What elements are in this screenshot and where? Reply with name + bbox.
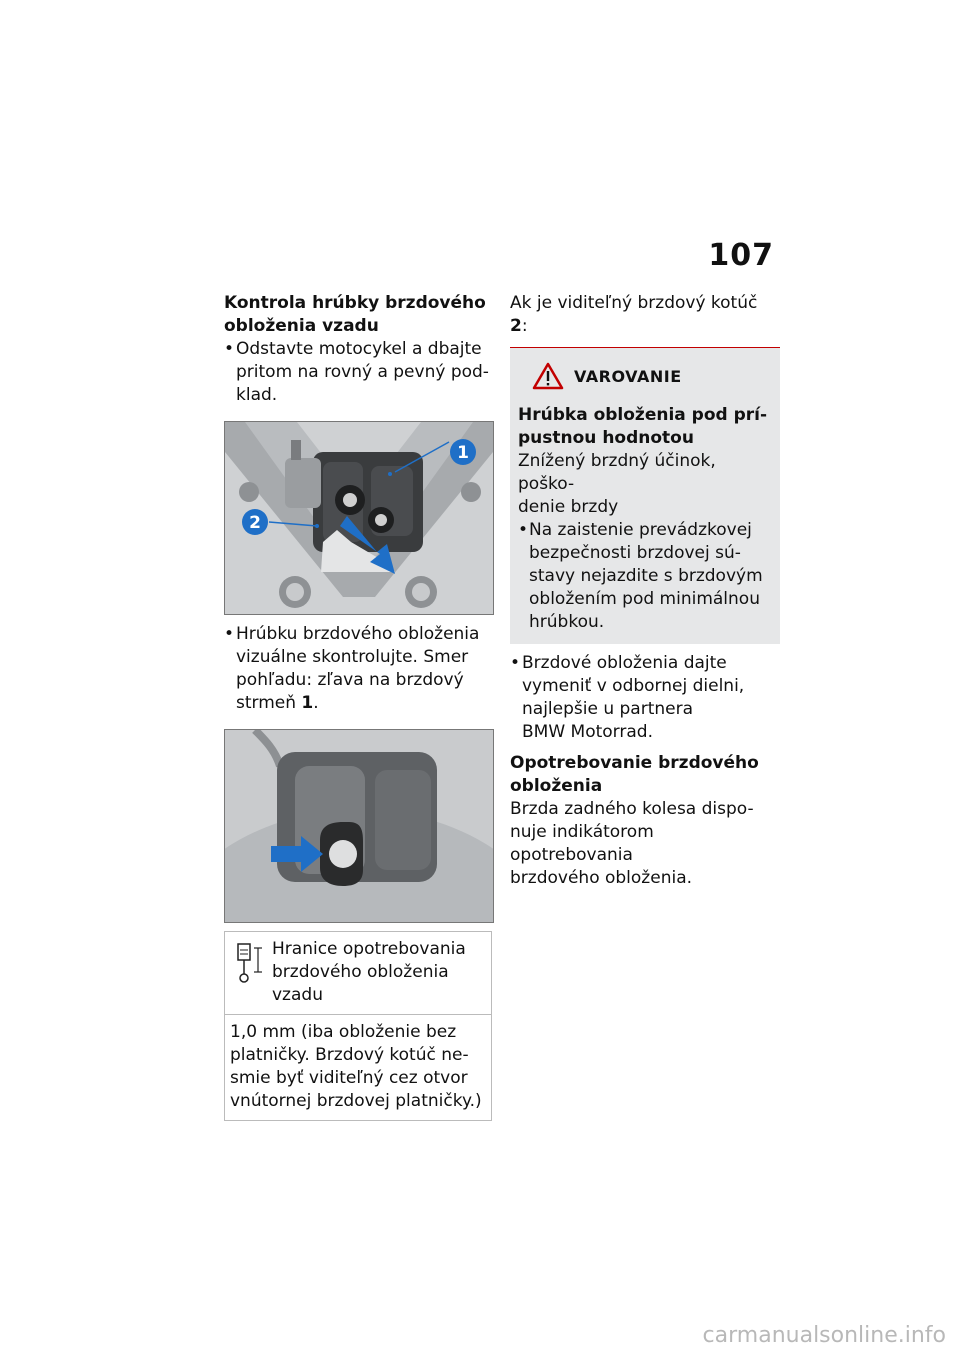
intro-text: Ak je viditeľný brzdový kotúč 2: — [510, 293, 758, 336]
brake-pad-photo — [224, 729, 494, 923]
bullet-item: • Hrúbku brzdového obloženia vizuálne skontrolujte. Smer pohľadu: zľava na brzdový strmeň 1. — [224, 624, 480, 713]
section-heading: Kontrola hrúbky brzdového obloženia vzadu — [224, 293, 486, 336]
left-column — [224, 292, 492, 1121]
warning-title: VAROVANIE — [574, 366, 682, 386]
section-heading: Opotrebovanie brzdového obloženia — [510, 753, 759, 796]
warning-triangle-icon — [532, 362, 564, 390]
bullet-dot: • — [224, 624, 235, 644]
warning-text: Znížený brzdný účinok, poško- denie brzdy — [518, 451, 716, 517]
right-column — [510, 292, 780, 890]
paragraph: Brzda zadného kolesa dispo- nuje indikátorom opotrebovania brzdového obloženia. — [510, 799, 754, 888]
bullet-item: • Odstavte motocykel a dbajte pritom na rovný a pevný pod- klad. — [224, 339, 489, 405]
bullet-dot: • — [224, 339, 235, 359]
wear-limit-table — [224, 931, 492, 1121]
bullet-dot: • — [510, 653, 521, 673]
page-number: 107 — [708, 238, 774, 273]
warning-subtitle: Hrúbka obloženia pod prí- pustnou hodnotou — [518, 405, 768, 448]
warning-box — [510, 347, 780, 644]
bullet-dot: • — [518, 520, 529, 540]
callout-label-2: 2 — [249, 513, 261, 533]
reference-number: 1 — [301, 693, 314, 713]
table-value-cell: 1,0 mm (iba obloženie bez platničky. Brzdový kotúč ne- smie byť viditeľný cez otvor vnútornej brzdovej platničky.) — [225, 1015, 492, 1121]
callout-label-1: 1 — [457, 443, 469, 463]
brake-caliper-photo — [224, 421, 494, 615]
gauge-icon — [230, 938, 268, 986]
reference-number: 2 — [510, 316, 522, 336]
bullet-item: • Brzdové obloženia dajte vymeniť v odbornej dielni, najlepšie u partnera BMW Motorrad. — [510, 653, 745, 742]
warning-bullet: • Na zaistenie prevádzkovej bezpečnosti brzdovej sú- stavy nejazdite s brzdovým obložením pod minimálnou hrúbkou. — [518, 520, 763, 632]
table-header-cell: Hranice opotrebovania brzdového obloženia vzadu — [225, 932, 492, 1015]
watermark: carmanualsonline.info — [702, 1323, 946, 1348]
